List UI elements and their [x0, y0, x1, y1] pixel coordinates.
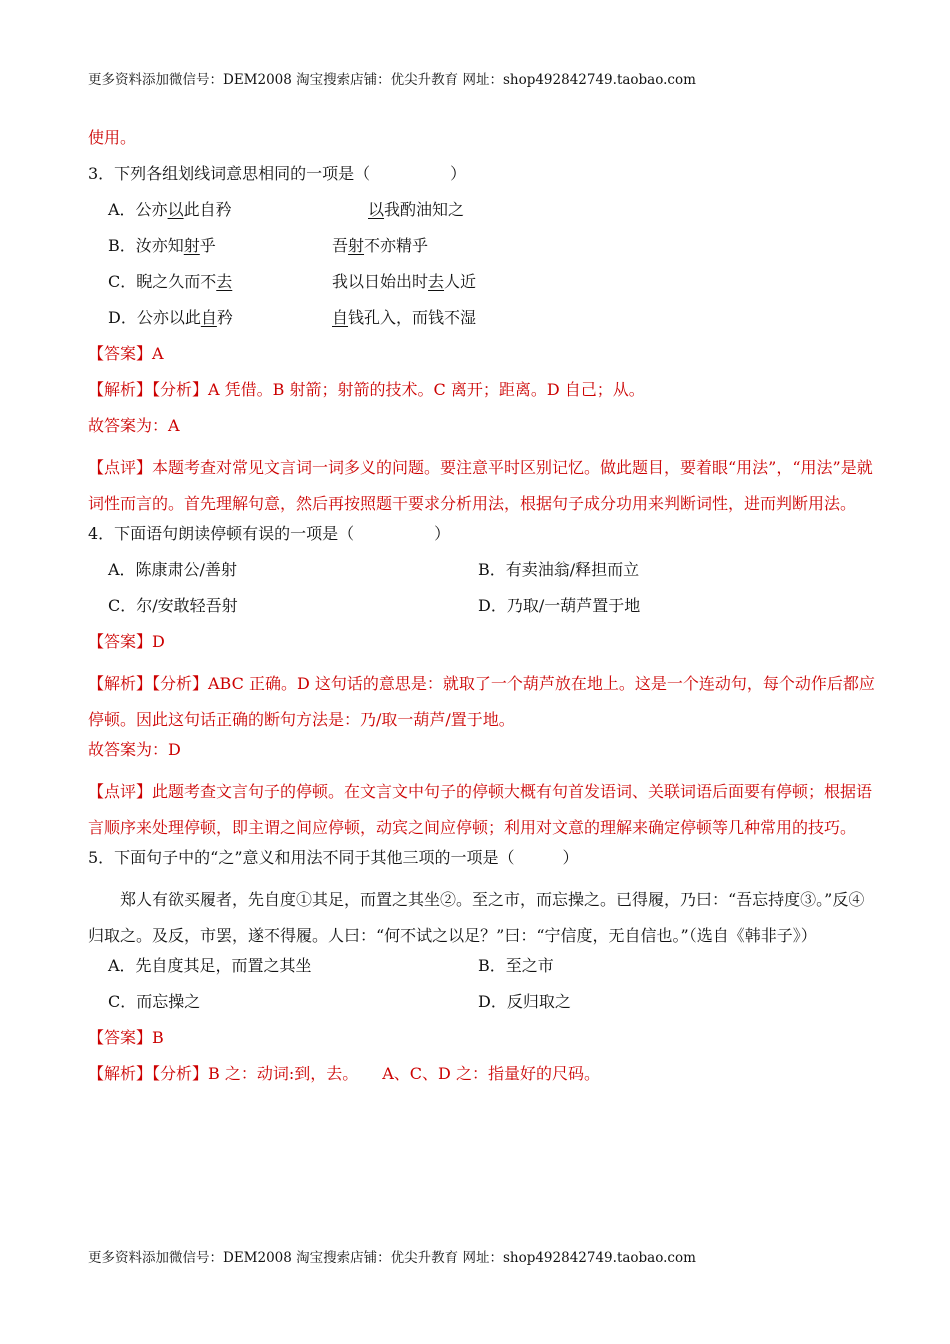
underlined-word: 射	[348, 236, 365, 255]
q3-comment: 【点评】本题考查对常见文言词一词多义的问题。要注意平时区别记忆。做此题目，要着眼“用法”，“用法”是就词性而言的。首先理解句意，然后再按照题干要求分析用法，根据句子成分功用来判断词性，进而判断用法。	[88, 458, 873, 513]
q5-analysis: 【解析】【分析】B 之：动词:到，去。 A、C、D 之：指量好的尺码。	[88, 1064, 600, 1083]
q3-analysis: 【解析】【分析】A 凭借。B 射箭；射箭的技术。C 离开；距离。D 自己；从。	[88, 380, 645, 399]
header-prefix: 更多资料添加微信号：	[88, 72, 223, 88]
underlined-word: 以	[368, 200, 385, 219]
footer-url-label: 网址：	[462, 1250, 503, 1266]
q5-option-d: D．反归取之	[478, 992, 571, 1011]
q5-options-row-2	[88, 990, 878, 1026]
header-url-label: 网址：	[462, 72, 503, 88]
header-wechat: DEM2008	[223, 72, 292, 88]
footer-url: shop492842749.taobao.com	[502, 1250, 696, 1266]
footer-shop: 淘宝搜索店铺：优尖升教育	[291, 1250, 463, 1266]
q3-answer: 【答案】A	[88, 344, 164, 363]
q3-final-answer: 故答案为：A	[88, 416, 180, 435]
q5-option-b: B．至之市	[478, 956, 554, 975]
q4-stem: 4．下面语句朗读停顿有误的一项是（ ）	[88, 524, 451, 543]
footer-prefix: 更多资料添加微信号：	[88, 1250, 223, 1266]
q5-option-c: C．而忘操之	[108, 992, 201, 1011]
q4-option-b: B．有卖油翁/释担而立	[478, 560, 640, 579]
page-header	[88, 71, 888, 89]
page-footer	[88, 1249, 888, 1267]
q5-passage: 郑人有欲买履者，先自度①其足，而置之其坐②。至之市，而忘操之。已得履，乃曰：“吾忘持度③。”反④归取之。及反，市罢，遂不得履。人曰：“何不试之以足？”曰：“宁信度，无自信也。”（选自《韩非子》）	[88, 890, 865, 945]
q5-stem: 5．下面句子中的“之”意义和用法不同于其他三项的一项是（ ）	[88, 848, 579, 867]
continued-text: 使用。	[88, 128, 137, 147]
q4-option-d: D．乃取/一葫芦置于地	[478, 596, 641, 615]
q5-options-row-1	[88, 954, 878, 990]
q4-options-row-1	[88, 558, 878, 594]
q4-analysis: 【解析】【分析】ABC 正确。D 这句话的意思是：就取了一个葫芦放在地上。这是一个连动句，每个动作后都应停顿。因此这句话正确的断句方法是：乃/取一葫芦/置于地。	[88, 674, 875, 729]
q3-option-b: B．汝亦知射乎 吾射不亦精乎	[108, 236, 429, 255]
q3-option-d: D．公亦以此自矜 自钱孔入，而钱不湿	[108, 308, 477, 327]
header-shop: 淘宝搜索店铺：优尖升教育	[291, 72, 463, 88]
q3-option-c: C．睨之久而不去 我以日始出时去人近	[108, 272, 477, 291]
q4-answer: 【答案】D	[88, 632, 165, 651]
header-url: shop492842749.taobao.com	[502, 72, 696, 88]
underlined-word: 自	[332, 308, 349, 327]
footer-wechat: DEM2008	[223, 1250, 292, 1266]
q3-option-a: A．公亦以此自矜 以我酌油知之	[108, 200, 465, 219]
q5-option-a: A．先自度其足，而置之其坐	[108, 956, 312, 975]
q4-final-answer: 故答案为：D	[88, 740, 181, 759]
q3-stem: 3．下列各组划线词意思相同的一项是（ ）	[88, 164, 467, 183]
q4-comment: 【点评】此题考查文言句子的停顿。在文言文中句子的停顿大概有句首发语词、关联词语后面要有停顿；根据语言顺序来处理停顿，即主谓之间应停顿，动宾之间应停顿；利用对文意的理解来确定停顿等几种常用的技巧。	[88, 782, 873, 837]
q4-option-a: A．陈康肃公/善射	[108, 560, 237, 579]
q5-answer: 【答案】B	[88, 1028, 164, 1047]
underlined-word: 去	[428, 272, 445, 291]
underlined-word: 去	[216, 272, 233, 291]
underlined-word: 以	[167, 200, 184, 219]
underlined-word: 自	[200, 308, 217, 327]
document-body	[88, 126, 878, 1098]
q4-options-row-2	[88, 594, 878, 630]
q4-option-c: C．尔/安敢轻吾射	[108, 596, 238, 615]
underlined-word: 射	[183, 236, 200, 255]
